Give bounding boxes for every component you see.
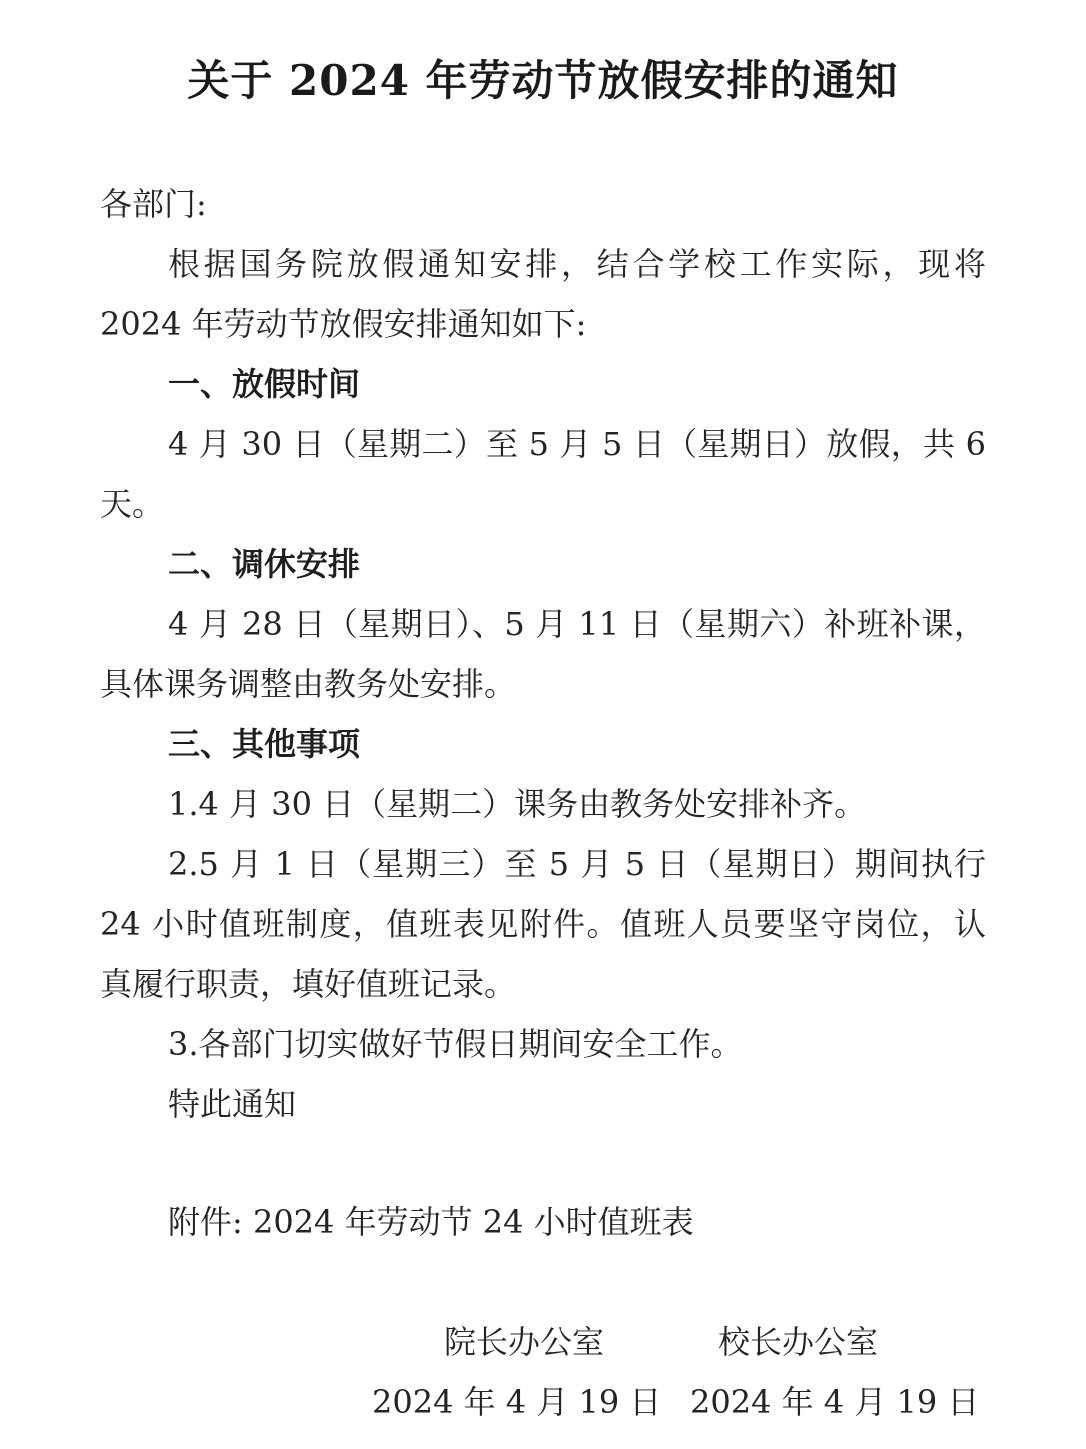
signature-date-president: 2024 年 4 月 19 日 <box>690 1383 980 1421</box>
holiday-time-line-1: 4 月 30 日（星期二）至 5 月 5 日（星期日）放假，共 6 <box>168 425 986 463</box>
holiday-time-line-2: 天。 <box>100 485 165 523</box>
section-heading-makeup-arrangement: 二、调休安排 <box>168 545 361 583</box>
other-item-3-line-1: 3.各部门切实做好节假日期间安全工作。 <box>168 1025 743 1063</box>
document-title: 关于 2024 年劳动节放假安排的通知 <box>187 56 899 105</box>
attachment-note: 附件: 2024 年劳动节 24 小时值班表 <box>168 1203 694 1241</box>
makeup-line-2: 具体课务调整由教务处安排。 <box>100 665 517 703</box>
closing-text: 特此通知 <box>168 1085 297 1123</box>
other-item-2-line-3: 真履行职责，填好值班记录。 <box>100 965 517 1003</box>
salutation: 各部门: <box>100 185 207 223</box>
other-item-2-line-2: 24 小时值班制度，值班表见附件。值班人员要坚守岗位，认 <box>100 905 986 943</box>
signature-date-dean: 2024 年 4 月 19 日 <box>372 1383 662 1421</box>
makeup-line-1: 4 月 28 日（星期日）、5 月 11 日（星期六）补班补课， <box>168 605 986 643</box>
other-item-1-line-1: 1.4 月 30 日（星期二）课务由教务处安排补齐。 <box>168 785 867 823</box>
signature-office-dean: 院长办公室 <box>444 1323 605 1361</box>
section-heading-other-matters: 三、其他事项 <box>168 725 361 763</box>
signature-office-president: 校长办公室 <box>718 1323 879 1361</box>
other-item-2-line-1: 2.5 月 1 日（星期三）至 5 月 5 日（星期日）期间执行 <box>168 845 986 883</box>
intro-line-1: 根据国务院放假通知安排，结合学校工作实际，现将 <box>168 245 986 283</box>
intro-line-2: 2024 年劳动节放假安排通知如下: <box>100 305 587 343</box>
section-heading-holiday-time: 一、放假时间 <box>168 365 361 403</box>
